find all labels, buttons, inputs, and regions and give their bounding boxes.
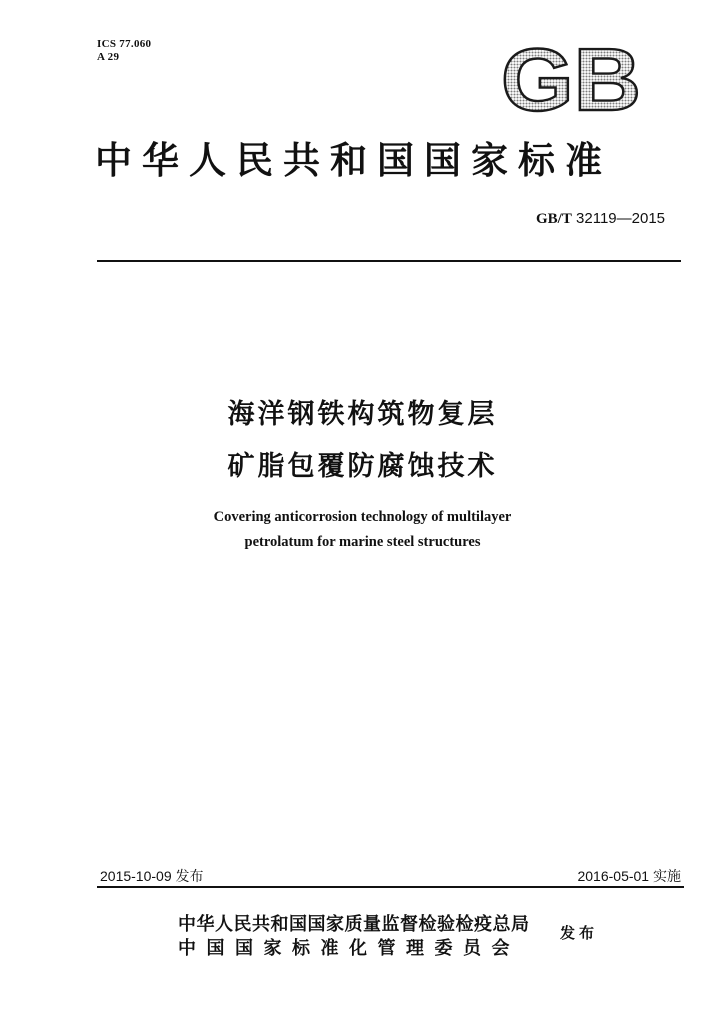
publish-label: 发布	[560, 924, 599, 942]
gb-logo-text: GB	[501, 42, 641, 116]
ccs-code: A 29	[97, 51, 120, 63]
issuer-line2: 中国国家标准化管理委员会	[178, 938, 520, 959]
chinese-title-line1: 海洋钢铁构筑物复层	[227, 399, 498, 430]
english-title-line2: petrolatum for marine steel structures	[244, 534, 481, 550]
standard-suffix: 32119—2015	[576, 210, 665, 227]
organization-title: 中华人民共和国国家标准	[95, 139, 612, 182]
classification-codes	[97, 38, 151, 64]
standard-prefix: GB/T	[536, 211, 572, 227]
standard-number	[536, 210, 665, 228]
implementation-date: 2016-05-01 实施	[577, 868, 681, 884]
bottom-divider	[97, 886, 684, 888]
english-title-line1: Covering anticorrosion technology of multilayer	[213, 509, 512, 525]
top-divider	[97, 260, 681, 262]
chinese-title-line2: 矿脂包覆防腐蚀技术	[227, 451, 498, 482]
ics-code: ICS 77.060	[97, 38, 152, 50]
gb-logo	[498, 42, 644, 116]
issue-date: 2015-10-09 发布	[100, 868, 204, 884]
issuer-line1: 中华人民共和国国家质量监督检验检疫总局	[178, 914, 530, 935]
